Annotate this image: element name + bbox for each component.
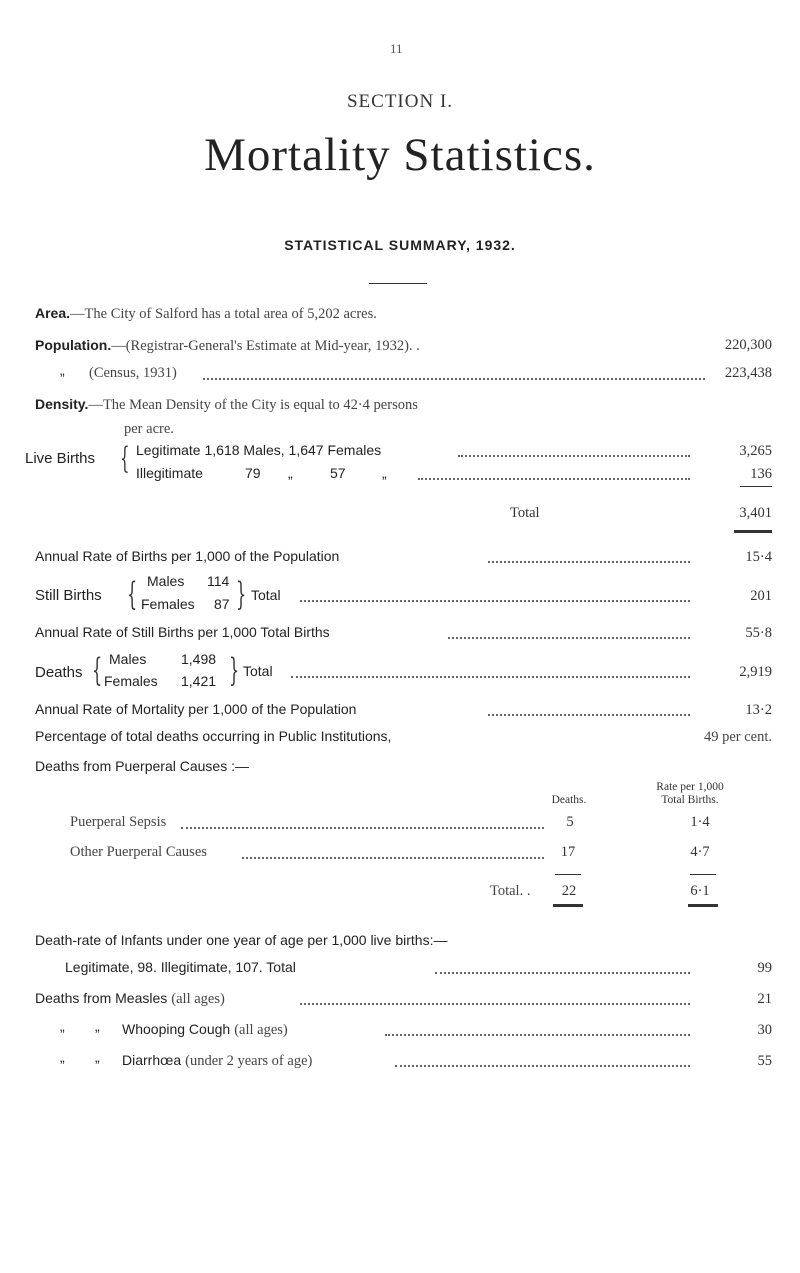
ditto-mark: „ [60, 1018, 65, 1034]
puerperal-total-label: Total. . [490, 883, 531, 899]
institutions-value: 49 per cent. [703, 729, 772, 745]
page-number: 11 [390, 41, 403, 56]
section-heading: SECTION I. [346, 91, 454, 112]
dot-leader [418, 478, 690, 480]
live-births-illegitimate-value: 136 [750, 466, 772, 482]
dot-leader [300, 600, 690, 602]
ditto-mark: „ [288, 465, 293, 481]
population-label: Population. [35, 337, 112, 353]
double-rule [734, 530, 772, 533]
still-birth-rate-label: Annual Rate of Still Births per 1,000 Total Births [35, 624, 330, 640]
still-births-males-value: 114 [207, 573, 230, 589]
dot-leader [385, 1034, 690, 1036]
ditto-mark: „ [95, 1049, 100, 1065]
density-label: Density. [35, 396, 89, 412]
area-line [35, 305, 377, 323]
deaths-close-brace: } [229, 651, 240, 689]
infant-heading: Death-rate of Infants under one year of age per 1,000 live births:— [35, 932, 448, 948]
diarrhoea-value: 55 [757, 1053, 772, 1069]
deaths-brace: { [92, 651, 103, 689]
puerperal-row-label: Other Puerperal Causes [70, 844, 207, 860]
dot-leader [458, 455, 690, 457]
still-births-close-brace: } [236, 575, 247, 613]
live-births-illegitimate-males: 79 [245, 465, 261, 481]
institutions-label: Percentage of total deaths occurring in Public Institutions, [35, 728, 392, 744]
puerperal-total-deaths: 22 [561, 883, 577, 899]
live-births-legitimate: Legitimate 1,618 Males, 1,647 Females [136, 442, 382, 458]
live-births-brace: { [120, 441, 130, 476]
population-line [35, 337, 420, 355]
still-births-total-label: Total [251, 587, 281, 603]
ditto-mark: „ [60, 1049, 65, 1065]
whooping-value: 30 [757, 1022, 772, 1038]
infant-total-value: 99 [757, 960, 772, 976]
density-text: —The Mean Density of the City is equal to 42·4 persons [88, 397, 418, 413]
still-births-males-label: Males [147, 573, 185, 589]
dot-leader [435, 972, 690, 974]
still-births-total-value: 201 [750, 588, 772, 604]
density-text-cont: per acre. [124, 421, 174, 437]
dot-leader [395, 1065, 690, 1067]
dot-leader [203, 378, 705, 380]
measles-line [35, 990, 225, 1008]
dot-leader [181, 827, 544, 829]
density-line [35, 396, 418, 414]
puerperal-rule [555, 874, 581, 875]
mortality-rate-value: 13·2 [745, 702, 772, 718]
live-births-legitimate-value: 3,265 [739, 443, 772, 459]
measles-label: Deaths from Measles [35, 990, 168, 1006]
live-births-total-label: Total [510, 505, 540, 521]
area-text: —The City of Salford has a total area of 5,202 acres. [70, 306, 377, 322]
puerperal-total-rate: 6·1 [690, 883, 710, 899]
population-census-value: 223,438 [724, 365, 772, 381]
puerperal-double-rule [553, 904, 583, 907]
still-birth-rate-value: 55·8 [745, 625, 772, 641]
puerperal-double-rule [688, 904, 718, 907]
dot-leader [291, 676, 690, 678]
birth-rate-label: Annual Rate of Births per 1,000 of the Population [35, 548, 340, 564]
area-label: Area. [35, 305, 71, 321]
puerperal-row-label: Puerperal Sepsis [70, 814, 167, 830]
total-rule [740, 486, 772, 487]
statistical-summary-heading: STATISTICAL SUMMARY, 1932. [284, 237, 516, 253]
live-births-label: Live Births [25, 450, 96, 467]
live-births-illegitimate-females: 57 [330, 465, 346, 481]
puerperal-row-deaths: 17 [560, 844, 576, 860]
page-title: Mortality Statistics. [204, 129, 596, 181]
ditto-mark: „ [95, 1018, 100, 1034]
whooping-label: Whooping Cough [122, 1021, 231, 1037]
dot-leader [488, 561, 690, 563]
measles-qualifier: (all ages) [171, 991, 225, 1007]
mortality-rate-label: Annual Rate of Mortality per 1,000 of the Population [35, 701, 357, 717]
birth-rate-value: 15·4 [745, 549, 772, 565]
population-estimate-text: —(Registrar-General's Estimate at Mid-year, 1932). . [111, 338, 420, 354]
deaths-females-label: Females [104, 673, 158, 689]
population-ditto: „ [60, 362, 65, 378]
population-census-text: (Census, 1931) [89, 365, 177, 381]
puerperal-row-rate: 4·7 [690, 844, 710, 860]
deaths-males-value: 1,498 [181, 651, 217, 667]
ditto-mark: „ [382, 465, 387, 481]
whooping-qualifier: (all ages) [234, 1022, 288, 1038]
puerperal-rule [690, 874, 716, 875]
still-births-females-label: Females [141, 596, 195, 612]
population-estimate-value: 220,300 [724, 337, 772, 353]
deaths-males-label: Males [109, 651, 147, 667]
heading-rule [369, 283, 427, 284]
still-births-brace: { [127, 575, 138, 613]
puerperal-row-rate: 1·4 [690, 814, 710, 830]
live-births-total-value: 3,401 [739, 505, 772, 521]
diarrhoea-qualifier: (under 2 years of age) [185, 1053, 313, 1069]
puerperal-col-deaths: Deaths. [551, 794, 587, 806]
whooping-line [122, 1021, 288, 1039]
deaths-females-value: 1,421 [181, 673, 217, 689]
still-births-females-value: 87 [214, 596, 230, 612]
dot-leader [488, 714, 690, 716]
infant-line: Legitimate, 98. Illegitimate, 107. Total [65, 959, 296, 975]
dot-leader [448, 637, 690, 639]
dot-leader [300, 1003, 690, 1005]
puerperal-col-rate-2: Total Births. [661, 794, 719, 806]
diarrhoea-line [122, 1052, 312, 1070]
diarrhoea-label: Diarrhœa [122, 1052, 182, 1068]
puerperal-heading: Deaths from Puerperal Causes :— [35, 758, 249, 774]
measles-value: 21 [757, 991, 772, 1007]
puerperal-col-rate-1: Rate per 1,000 [656, 781, 724, 793]
deaths-total-value: 2,919 [739, 664, 772, 680]
still-births-label: Still Births [35, 587, 102, 604]
dot-leader [242, 857, 544, 859]
puerperal-row-deaths: 5 [566, 814, 574, 830]
deaths-label: Deaths [35, 664, 83, 681]
live-births-illegitimate-label: Illegitimate [136, 465, 203, 481]
deaths-total-label: Total [243, 663, 273, 679]
